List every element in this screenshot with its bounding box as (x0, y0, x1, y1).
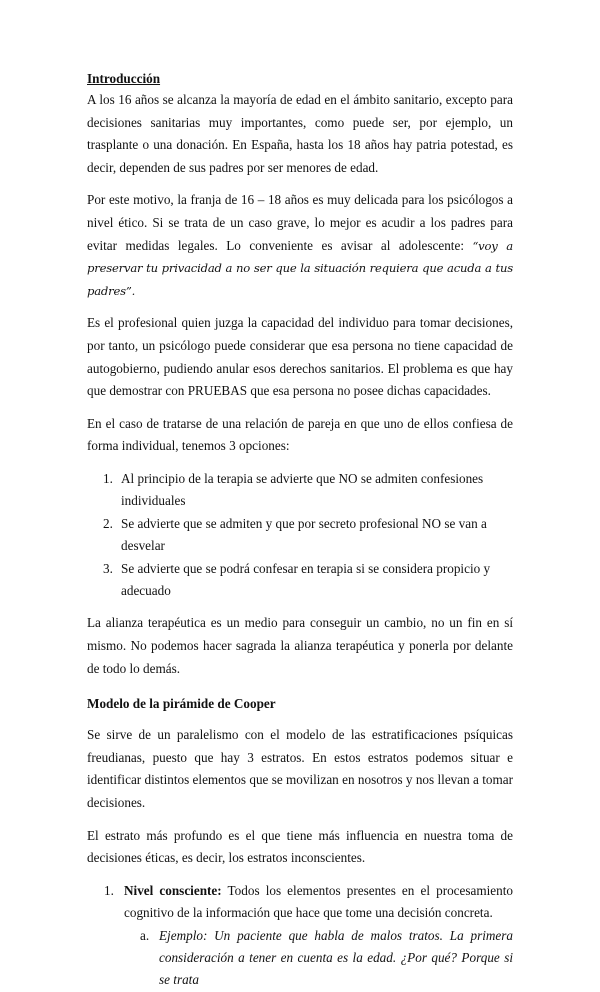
options-list (87, 468, 513, 602)
paragraph-mayoria-edad: A los 16 años se alcanza la mayoría de edad en el ámbito sanitario, excepto para decisiones sanitarias muy importantes, como puede ser, por ejemplo, un trasplante o una donación. En España, hasta los 18 años hay patria potestad, es decir, dependen de sus padres por ser menores de edad. (87, 92, 513, 175)
list-item: 1. Al principio de la terapia se advierte que NO se admiten confesiones individuales (103, 470, 484, 509)
paragraph-pareja: En el caso de tratarse de una relación de pareja en que uno de ellos confiesa de forma individual, tenemos 3 opciones: (87, 415, 513, 454)
sub-list (87, 925, 513, 992)
levels-list (87, 880, 513, 925)
adolescent-quote: “voy a preservar tu privacidad a no ser que la situación requiera que acuda a tus padres”. (87, 238, 513, 298)
paragraph-capacidad: Es el profesional quien juzga la capacidad del individuo para tomar decisiones, por tanto, un psicólogo puede considerar que esa persona no tiene capacidad de autogobierno, pudiendo anular esos derechos sanitarios. El problema es que hay que demostrar con PRUEBAS que esa persona no posee dichas capacidades. (87, 315, 513, 399)
list-item-nivel-consciente: 1. Nivel consciente: Todos los elementos presentes en el procesamiento cognitivo de la información que hace que tome una decisión concreta. (104, 882, 514, 921)
paragraph-alianza: La alianza terapéutica es un medio para conseguir un cambio, no un fin en sí mismo. No podemos hacer sagrada la alianza terapéutica y ponerla por delante de todo lo demás. (87, 615, 513, 676)
list-item: 3. Se advierte que se podrá confesar en terapia si se considera propicio y adecuado (103, 560, 491, 598)
paragraph-paralelismo: Se sirve de un paralelismo con el modelo de las estratificaciones psíquicas freudianas, puesto que hay 3 estratos. En estos estratos podemos situar e identificar distintos elementos que se movilizan en nosotros y nos llevan a tomar decisiones. (87, 727, 513, 810)
list-item: 2. Se advierte que se admiten y que por secreto profesional NO se van a desvelar (103, 515, 487, 554)
paragraph-estrato: El estrato más profundo es el que tiene más influencia en nuestra toma de decisiones éticas, es decir, los estratos inconscientes. (87, 827, 513, 866)
document-body (87, 69, 513, 992)
paragraph-franja-edad-text: Por este motivo, la franja de 16 – 18 años es muy delicada para los psicólogos a nivel ético. Si se trata de un caso grave, lo mejor es acudir a los padres para evitar medidas legales. Lo conveniente es avisar al adolescente: (87, 192, 513, 253)
list-item-ejemplo: a. Ejemplo: Un paciente que habla de malos tratos. La primera consideración a tener en cuenta es la edad. ¿Por qué? Porque si se trata (140, 927, 513, 988)
heading-introduccion: Introducción (87, 71, 161, 86)
heading-cooper: Modelo de la pirámide de Cooper (87, 696, 276, 712)
level-label: Nivel consciente: (124, 882, 222, 898)
paragraph-franja-edad (87, 189, 513, 302)
